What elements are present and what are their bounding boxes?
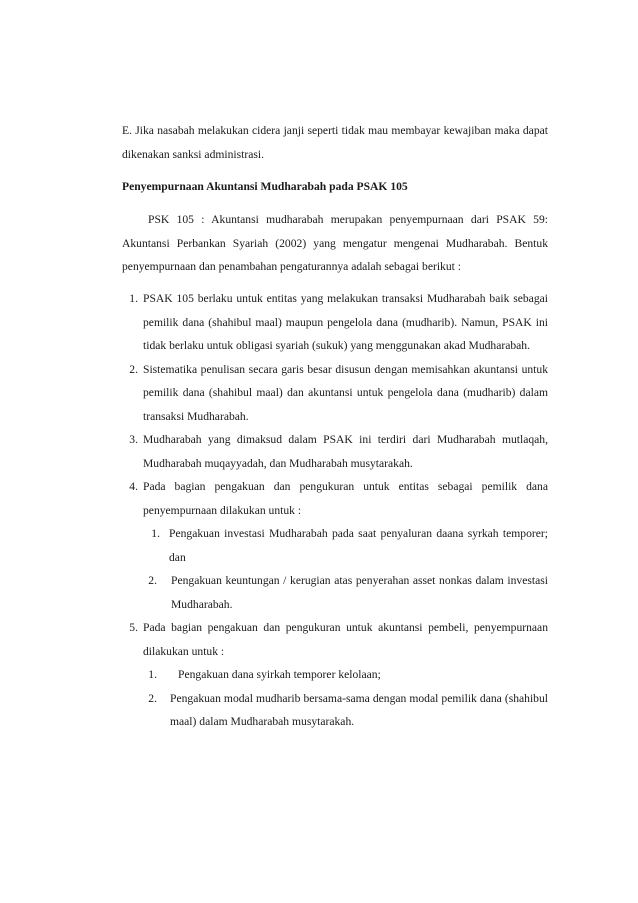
list-item [118, 358, 548, 429]
section-title: Penyempurnaan Akuntansi Mudharabah pada PSAK 105 [122, 180, 408, 193]
sub-list-item-number: 2. [148, 691, 157, 705]
list-item-number: 4. [129, 480, 138, 493]
list-item-text: Sistematika penulisan secara garis besar disusun dengan memisahkan akuntansi untuk pemilik dana (shahibul maal) dan akuntansi untuk pengelola dana (mudharib) dalam transaksi Mudharabah. [143, 362, 548, 423]
list-item [118, 475, 548, 616]
sub-list-item [143, 687, 548, 734]
section-paragraph: PSK 105 : Akuntansi mudharabah merupakan penyempurnaan dari PSAK 59: Akuntansi Perbankan Syariah (2002) yang mengatur mengenai Mudharabah. Bentuk penyempurnaan dan penambahan pengaturannya adalah sebagai berikut : [122, 213, 548, 273]
sub-list-item-number: 1. [151, 527, 160, 540]
list-item [118, 428, 548, 475]
list-item-number: 1. [129, 292, 138, 305]
list-item-number: 2. [129, 362, 138, 376]
list-item-text: PSAK 105 berlaku untuk entitas yang melakukan transaksi Mudharabah baik sebagai pemilik dana (shahibul maal) maupun pengelola dana (mudharib). Namun, PSAK ini tidak berlaku untuk obligasi syariah (sukuk) yang menggunakan akad Mudharabah. [143, 292, 548, 352]
intro-paragraph [122, 119, 548, 166]
sub-list-item-text: Pengakuan dana syirkah temporer kelolaan; [178, 668, 381, 681]
list-item-text: Pada bagian pengakuan dan pengukuran untuk akuntansi pembeli, penyempurnaan dilakukan untuk : [143, 621, 548, 658]
sub-list-item-text: Pengakuan keuntungan / kerugian atas penyerahan asset nonkas dalam investasi Mudharabah. [171, 574, 548, 611]
list-item-number: 3. [129, 433, 138, 446]
list-item [118, 616, 548, 734]
sub-list-item [143, 569, 548, 616]
intro-label: E. [122, 124, 132, 137]
list-item-number: 5. [129, 621, 138, 634]
list-item [118, 287, 548, 358]
sub-list-item [143, 522, 548, 569]
sub-list-item-text: Pengakuan modal mudharib bersama-sama dengan modal pemilik dana (shahibul maal) dalam Mudharabah musytarakah. [170, 691, 548, 728]
sub-list-item-number: 1. [148, 668, 157, 681]
list-item-text: Mudharabah yang dimaksud dalam PSAK ini terdiri dari Mudharabah mutlaqah, Mudharabah muqayyadah, dan Mudharabah musytarakah. [143, 433, 548, 470]
sub-list-item-number: 2. [148, 574, 157, 587]
sub-list-item [143, 663, 548, 687]
intro-text: Jika nasabah melakukan cidera janji seperti tidak mau membayar kewajiban maka dapat dikenakan sanksi administrasi. [122, 124, 548, 161]
numbered-list [118, 287, 548, 734]
list-item-text: Pada bagian pengakuan dan pengukuran untuk entitas sebagai pemilik dana penyempurnaan dilakukan untuk : [143, 480, 548, 517]
sub-list-item-text: Pengakuan investasi Mudharabah pada saat penyaluran daana syrkah temporer; dan [169, 527, 548, 564]
